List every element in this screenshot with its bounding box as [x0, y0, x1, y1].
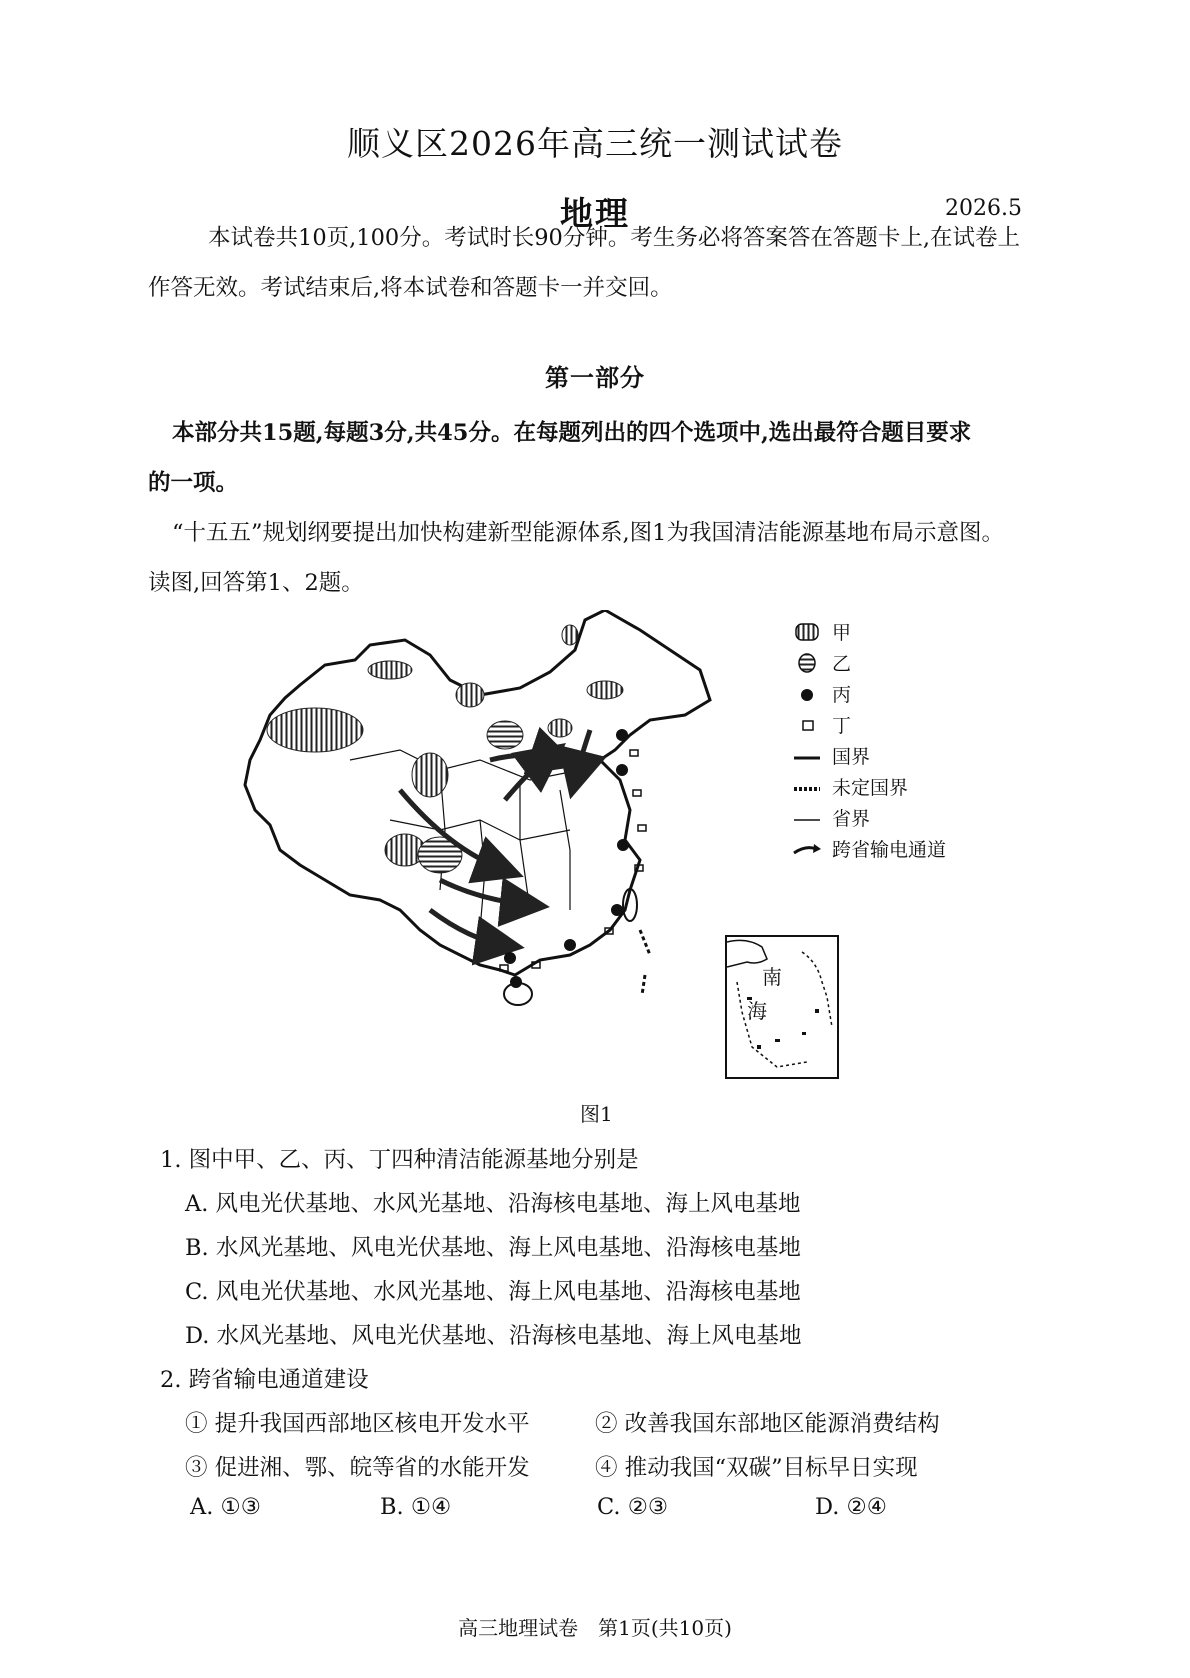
legend-label-jia: 甲: [832, 622, 852, 644]
legend-label-national-border: 国界: [832, 746, 871, 768]
legend-item-jia: [792, 616, 946, 647]
exam-date: 2026.5: [945, 196, 1022, 221]
legend-item-undetermined-border: [792, 771, 946, 802]
intro-line-1: “十五五”规划纲要提出加快构建新型能源体系,图1为我国清洁能源基地布局示意图。: [172, 520, 1004, 546]
vertical-hatch-icon: [792, 622, 822, 642]
legend-label-transmission: 跨省输电通道: [832, 839, 947, 861]
question-1-option-c: C. 风电光伏基地、水风光基地、海上风电基地、沿海核电基地: [185, 1279, 801, 1305]
inset-label-nan: 南: [762, 965, 782, 989]
instructions-line-1: 本试卷共10页,100分。考试时长90分钟。考生务必将答案答在答题卡上,在试卷上: [208, 225, 1021, 251]
question-2-stem: 2. 跨省输电通道建设: [160, 1367, 369, 1393]
legend-item-national-border: [792, 740, 946, 771]
legend-item-ding: [792, 709, 946, 740]
question-2-statement-4: ④ 推动我国“双碳”目标早日实现: [595, 1455, 918, 1481]
legend-label-yi: 乙: [832, 653, 852, 675]
question-1-option-a: A. 风电光伏基地、水风光基地、沿海核电基地、海上风电基地: [185, 1191, 801, 1217]
subject-title: 地理: [560, 194, 630, 233]
part-desc-line-1: 本部分共15题,每题3分,共45分。在每题列出的四个选项中,选出最符合题目要求: [172, 420, 972, 446]
inset-label-hai: 海: [747, 999, 767, 1023]
question-1-option-b: B. 水风光基地、风电光伏基地、海上风电基地、沿海核电基地: [185, 1235, 801, 1261]
question-2-option-a: A. ①③: [190, 1494, 261, 1520]
question-1-stem: 1. 图中甲、乙、丙、丁四种清洁能源基地分别是: [160, 1147, 639, 1173]
question-2-statement-1: ① 提升我国西部地区核电开发水平: [185, 1411, 530, 1437]
intro-line-2: 读图,回答第1、2题。: [148, 570, 364, 596]
horizontal-hatch-icon: [792, 653, 822, 673]
figure-caption: 图1: [580, 1102, 613, 1126]
transmission-arrow-icon: [792, 839, 822, 859]
question-2-statement-3: ③ 促进湘、鄂、皖等省的水能开发: [185, 1455, 530, 1481]
legend-item-transmission: [792, 833, 946, 864]
question-1-option-d: D. 水风光基地、风电光伏基地、沿海核电基地、海上风电基地: [185, 1323, 802, 1349]
province-border-icon: [792, 808, 822, 828]
national-border-icon: [792, 746, 822, 766]
part-desc-line-2: 的一项。: [148, 470, 239, 496]
south-china-sea-inset: [725, 935, 839, 1079]
map-legend: [792, 616, 946, 864]
instructions-line-2: 作答无效。考试结束后,将本试卷和答题卡一并交回。: [148, 275, 673, 301]
part-title: 第一部分: [545, 363, 645, 392]
question-2-statement-2: ② 改善我国东部地区能源消费结构: [595, 1411, 940, 1437]
legend-label-undetermined-border: 未定国界: [832, 777, 909, 799]
question-2-option-b: B. ①④: [380, 1494, 452, 1520]
legend-item-province-border: [792, 802, 946, 833]
exam-title: 顺义区2026年高三统一测试试卷: [347, 124, 843, 163]
legend-item-bing: [792, 678, 946, 709]
question-2-option-d: D. ②④: [815, 1494, 887, 1520]
undetermined-border-icon: [792, 777, 822, 797]
legend-label-province-border: 省界: [832, 808, 871, 830]
china-energy-map: [230, 610, 730, 1090]
dot-icon: [792, 684, 822, 704]
legend-label-ding: 丁: [832, 715, 852, 737]
question-2-option-c: C. ②③: [597, 1494, 669, 1520]
inset-map-svg: [727, 937, 837, 1077]
square-icon: [792, 715, 822, 735]
page-footer: 高三地理试卷 第1页(共10页): [458, 1616, 732, 1640]
legend-label-bing: 丙: [832, 684, 852, 706]
legend-item-yi: [792, 647, 946, 678]
